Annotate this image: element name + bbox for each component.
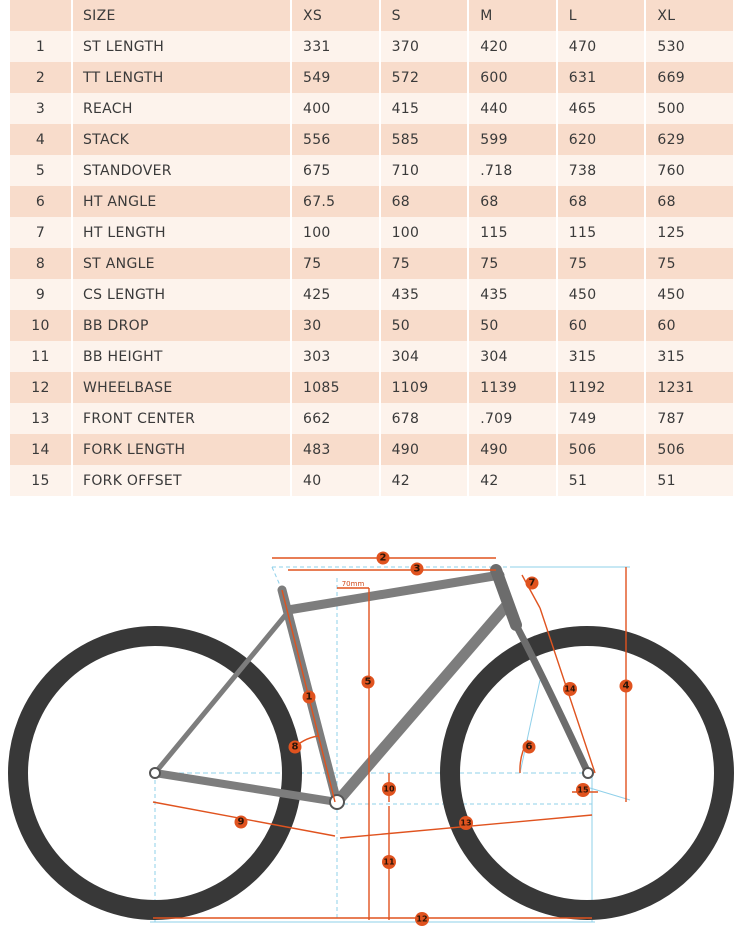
marker-10 <box>382 782 396 796</box>
row-measurement-name: HT ANGLE <box>73 186 290 217</box>
table-row <box>10 372 733 403</box>
svg-text:1: 1 <box>305 691 313 703</box>
cell-s: 435 <box>381 279 468 310</box>
cell-xs: 662 <box>292 403 379 434</box>
row-measurement-name: TT LENGTH <box>73 62 290 93</box>
cell-s: 490 <box>381 434 468 465</box>
marker-12 <box>415 912 429 926</box>
cell-m: .709 <box>469 403 556 434</box>
marker-14 <box>563 682 577 696</box>
cell-l: 51 <box>558 465 645 496</box>
svg-text:8: 8 <box>291 741 299 753</box>
cell-s: 415 <box>381 93 468 124</box>
cell-s: 100 <box>381 217 468 248</box>
row-number: 1 <box>10 31 71 62</box>
cell-xs: 425 <box>292 279 379 310</box>
row-number: 10 <box>10 310 71 341</box>
cell-xl: 315 <box>646 341 733 372</box>
row-measurement-name: REACH <box>73 93 290 124</box>
cell-l: 620 <box>558 124 645 155</box>
cell-s: 68 <box>381 186 468 217</box>
cell-s: 75 <box>381 248 468 279</box>
row-measurement-name: STANDOVER <box>73 155 290 186</box>
cell-xs: 100 <box>292 217 379 248</box>
cell-l: 1192 <box>558 372 645 403</box>
header-size-m: M <box>469 0 556 31</box>
table-row <box>10 155 733 186</box>
row-number: 7 <box>10 217 71 248</box>
marker-7 <box>526 577 539 590</box>
cell-xs: 303 <box>292 341 379 372</box>
cell-xl: 530 <box>646 31 733 62</box>
header-size-l: L <box>558 0 645 31</box>
row-number: 13 <box>10 403 71 434</box>
cell-l: 60 <box>558 310 645 341</box>
table-row <box>10 186 733 217</box>
cell-s: 678 <box>381 403 468 434</box>
cell-xl: 125 <box>646 217 733 248</box>
table-row <box>10 465 733 496</box>
cell-xs: 400 <box>292 93 379 124</box>
seat-tube-offset-label: 70mm <box>341 580 365 588</box>
cell-xs: 483 <box>292 434 379 465</box>
cell-m: 420 <box>469 31 556 62</box>
cell-m: 600 <box>469 62 556 93</box>
cell-l: 506 <box>558 434 645 465</box>
cell-xl: 68 <box>646 186 733 217</box>
svg-text:14: 14 <box>564 684 576 694</box>
cell-l: 75 <box>558 248 645 279</box>
table-row <box>10 279 733 310</box>
table-row <box>10 434 733 465</box>
row-number: 4 <box>10 124 71 155</box>
cell-xs: 331 <box>292 31 379 62</box>
row-number: 8 <box>10 248 71 279</box>
row-number: 3 <box>10 93 71 124</box>
header-size-s: S <box>381 0 468 31</box>
cell-m: 50 <box>469 310 556 341</box>
cell-xl: 500 <box>646 93 733 124</box>
cell-l: 465 <box>558 93 645 124</box>
marker-9 <box>235 816 248 829</box>
row-measurement-name: ST ANGLE <box>73 248 290 279</box>
row-measurement-name: ST LENGTH <box>73 31 290 62</box>
row-measurement-name: FORK LENGTH <box>73 434 290 465</box>
cell-xl: 669 <box>646 62 733 93</box>
table-row <box>10 403 733 434</box>
svg-text:10: 10 <box>383 784 395 794</box>
cell-l: 631 <box>558 62 645 93</box>
svg-text:2: 2 <box>379 552 387 564</box>
marker-2 <box>377 552 390 565</box>
svg-text:6: 6 <box>525 741 533 753</box>
table-row <box>10 93 733 124</box>
marker-3 <box>411 563 424 576</box>
cell-s: 572 <box>381 62 468 93</box>
cell-xs: 30 <box>292 310 379 341</box>
marker-4 <box>620 680 633 693</box>
table-header-row <box>10 0 733 31</box>
cell-m: 304 <box>469 341 556 372</box>
row-measurement-name: BB DROP <box>73 310 290 341</box>
marker-15 <box>576 783 590 797</box>
cell-s: 304 <box>381 341 468 372</box>
svg-text:11: 11 <box>383 857 395 867</box>
cell-xl: 629 <box>646 124 733 155</box>
cell-xl: 760 <box>646 155 733 186</box>
row-number: 6 <box>10 186 71 217</box>
cell-l: 470 <box>558 31 645 62</box>
svg-text:9: 9 <box>237 816 245 828</box>
cell-xs: 556 <box>292 124 379 155</box>
cell-xs: 75 <box>292 248 379 279</box>
cell-xl: 1231 <box>646 372 733 403</box>
svg-text:7: 7 <box>528 577 536 589</box>
row-measurement-name: BB HEIGHT <box>73 341 290 372</box>
cell-m: 68 <box>469 186 556 217</box>
row-number: 14 <box>10 434 71 465</box>
row-measurement-name: HT LENGTH <box>73 217 290 248</box>
marker-8 <box>289 741 302 754</box>
cell-m: 75 <box>469 248 556 279</box>
cell-s: 370 <box>381 31 468 62</box>
row-measurement-name: WHEELBASE <box>73 372 290 403</box>
row-number: 12 <box>10 372 71 403</box>
cell-m: 435 <box>469 279 556 310</box>
cell-xl: 60 <box>646 310 733 341</box>
table-row <box>10 217 733 248</box>
cell-l: 738 <box>558 155 645 186</box>
cell-m: .718 <box>469 155 556 186</box>
svg-text:15: 15 <box>577 785 589 795</box>
table-row <box>10 248 733 279</box>
bike-geometry-diagram <box>0 530 745 934</box>
cell-s: 42 <box>381 465 468 496</box>
cell-s: 585 <box>381 124 468 155</box>
cell-m: 490 <box>469 434 556 465</box>
cell-xs: 67.5 <box>292 186 379 217</box>
header-size-xs: XS <box>292 0 379 31</box>
cell-s: 1109 <box>381 372 468 403</box>
marker-11 <box>382 855 396 869</box>
marker-1 <box>303 691 316 704</box>
cell-xl: 787 <box>646 403 733 434</box>
cell-m: 1139 <box>469 372 556 403</box>
table-row <box>10 31 733 62</box>
cell-l: 315 <box>558 341 645 372</box>
geometry-table <box>8 0 735 496</box>
row-number: 11 <box>10 341 71 372</box>
row-measurement-name: FORK OFFSET <box>73 465 290 496</box>
cell-xl: 51 <box>646 465 733 496</box>
svg-text:3: 3 <box>413 563 421 575</box>
cell-xl: 75 <box>646 248 733 279</box>
cell-l: 749 <box>558 403 645 434</box>
table-row <box>10 124 733 155</box>
table-row <box>10 310 733 341</box>
svg-text:12: 12 <box>416 914 428 924</box>
header-size-xl: XL <box>646 0 733 31</box>
cell-xs: 675 <box>292 155 379 186</box>
table-body <box>10 31 733 496</box>
cell-l: 115 <box>558 217 645 248</box>
cell-s: 50 <box>381 310 468 341</box>
table-row <box>10 341 733 372</box>
cell-m: 599 <box>469 124 556 155</box>
cell-xs: 549 <box>292 62 379 93</box>
row-measurement-name: STACK <box>73 124 290 155</box>
cell-m: 42 <box>469 465 556 496</box>
row-number: 2 <box>10 62 71 93</box>
row-measurement-name: CS LENGTH <box>73 279 290 310</box>
row-number: 5 <box>10 155 71 186</box>
cell-l: 68 <box>558 186 645 217</box>
cell-xl: 450 <box>646 279 733 310</box>
row-number: 9 <box>10 279 71 310</box>
svg-text:4: 4 <box>622 680 630 692</box>
marker-13 <box>459 816 473 830</box>
cell-xs: 1085 <box>292 372 379 403</box>
cell-xl: 506 <box>646 434 733 465</box>
cell-m: 115 <box>469 217 556 248</box>
cell-m: 440 <box>469 93 556 124</box>
header-blank <box>10 0 71 31</box>
svg-text:13: 13 <box>460 818 472 828</box>
cell-s: 710 <box>381 155 468 186</box>
header-size-label: SIZE <box>73 0 290 31</box>
cell-xs: 40 <box>292 465 379 496</box>
row-measurement-name: FRONT CENTER <box>73 403 290 434</box>
cell-l: 450 <box>558 279 645 310</box>
marker-5 <box>362 676 375 689</box>
svg-text:5: 5 <box>364 676 372 688</box>
table-row <box>10 62 733 93</box>
marker-6 <box>523 741 536 754</box>
row-number: 15 <box>10 465 71 496</box>
